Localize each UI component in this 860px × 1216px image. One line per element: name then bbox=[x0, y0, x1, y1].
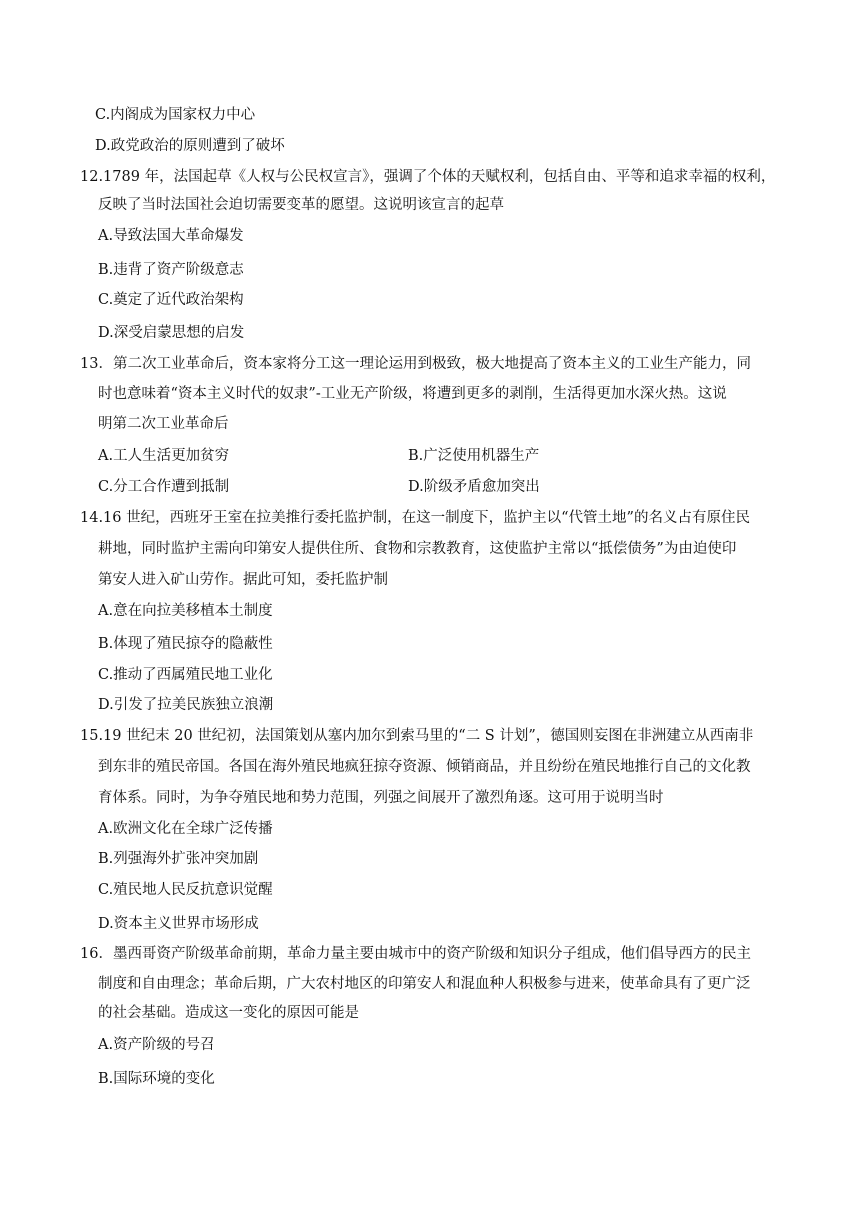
q16-stem-line1: 16．墨西哥资产阶级革命前期，革命力量主要由城市中的资产阶级和知识分子组成，他们倡导西方的民主 bbox=[80, 946, 751, 962]
q14-stem-line2: 耕地，同时监护主需向印第安人提供住所、食物和宗教教育，这使监护主常以“抵偿债务”为由迫使印 bbox=[98, 541, 737, 557]
q14-option-b: B.体现了殖民掠夺的隐蔽性 bbox=[98, 636, 273, 652]
q12-option-d: D.深受启蒙思想的启发 bbox=[98, 325, 245, 341]
q13-option-d: D.阶级矛盾愈加突出 bbox=[408, 479, 540, 495]
q13-stem-line2: 时也意味着“资本主义时代的奴隶”-工业无产阶级，将遭到更多的剥削，生活得更加水深火热。这说 bbox=[98, 386, 727, 402]
q15-option-b: B.列强海外扩张冲突加剧 bbox=[98, 851, 259, 867]
q12-stem-line2: 反映了当时法国社会迫切需要变革的愿望。这说明该宣言的起草 bbox=[98, 197, 504, 213]
q12-stem-line1: 12.1789 年，法国起草《人权与公民权宣言》，强调了个体的天赋权利，包括自由、平等和追求幸福的权利， bbox=[80, 169, 776, 185]
q13-option-b: B.广泛使用机器生产 bbox=[408, 448, 540, 464]
q12-option-b: B.违背了资产阶级意志 bbox=[98, 262, 244, 278]
q11-option-c: C.内阁成为国家权力中心 bbox=[95, 107, 256, 123]
q12-option-a: A.导致法国大革命爆发 bbox=[98, 228, 244, 244]
q15-option-a: A.欧洲文化在全球广泛传播 bbox=[98, 821, 273, 837]
q16-stem-line3: 的社会基础。造成这一变化的原因可能是 bbox=[98, 1005, 359, 1021]
q11-option-d: D.政党政治的原则遭到了破坏 bbox=[95, 138, 285, 154]
q15-stem-line2: 到东非的殖民帝国。各国在海外殖民地疯狂掠夺资源、倾销商品，并且纷纷在殖民地推行自己的文化教 bbox=[98, 759, 751, 775]
q12-option-c: C.奠定了近代政治架构 bbox=[98, 292, 244, 308]
q15-stem-line1: 15.19 世纪末 20 世纪初，法国策划从塞内加尔到索马里的“二 S 计划”，德国则妄图在非洲建立从西南非 bbox=[80, 728, 754, 744]
q14-stem-line3: 第安人进入矿山劳作。据此可知，委托监护制 bbox=[98, 572, 388, 588]
q13-option-c: C.分工合作遭到抵制 bbox=[98, 479, 230, 495]
q14-option-d: D.引发了拉美民族独立浪潮 bbox=[98, 697, 274, 713]
q14-option-c: C.推动了西属殖民地工业化 bbox=[98, 667, 273, 683]
q15-option-d: D.资本主义世界市场形成 bbox=[98, 916, 259, 932]
q16-stem-line2: 制度和自由理念；革命后期，广大农村地区的印第安人和混血种人积极参与进来，使革命具有了更广泛 bbox=[98, 976, 751, 992]
q14-stem-line1: 14.16 世纪，西班牙王室在拉美推行委托监护制，在这一制度下，监护主以“代管土地”的名义占有原住民 bbox=[80, 510, 750, 526]
q15-option-c: C.殖民地人民反抗意识觉醒 bbox=[98, 882, 273, 898]
q14-option-a: A.意在向拉美移植本土制度 bbox=[98, 603, 273, 619]
q13-stem-line3: 明第二次工业革命后 bbox=[98, 416, 229, 432]
q15-stem-line3: 育体系。同时，为争夺殖民地和势力范围，列强之间展开了激烈角逐。这可用于说明当时 bbox=[98, 790, 664, 806]
q16-option-a: A.资产阶级的号召 bbox=[98, 1037, 215, 1053]
q16-option-b: B.国际环境的变化 bbox=[98, 1071, 215, 1087]
q13-stem-line1: 13．第二次工业革命后，资本家将分工这一理论运用到极致，极大地提高了资本主义的工业生产能力，同 bbox=[80, 356, 751, 372]
q13-option-a: A.工人生活更加贫穷 bbox=[98, 448, 230, 464]
